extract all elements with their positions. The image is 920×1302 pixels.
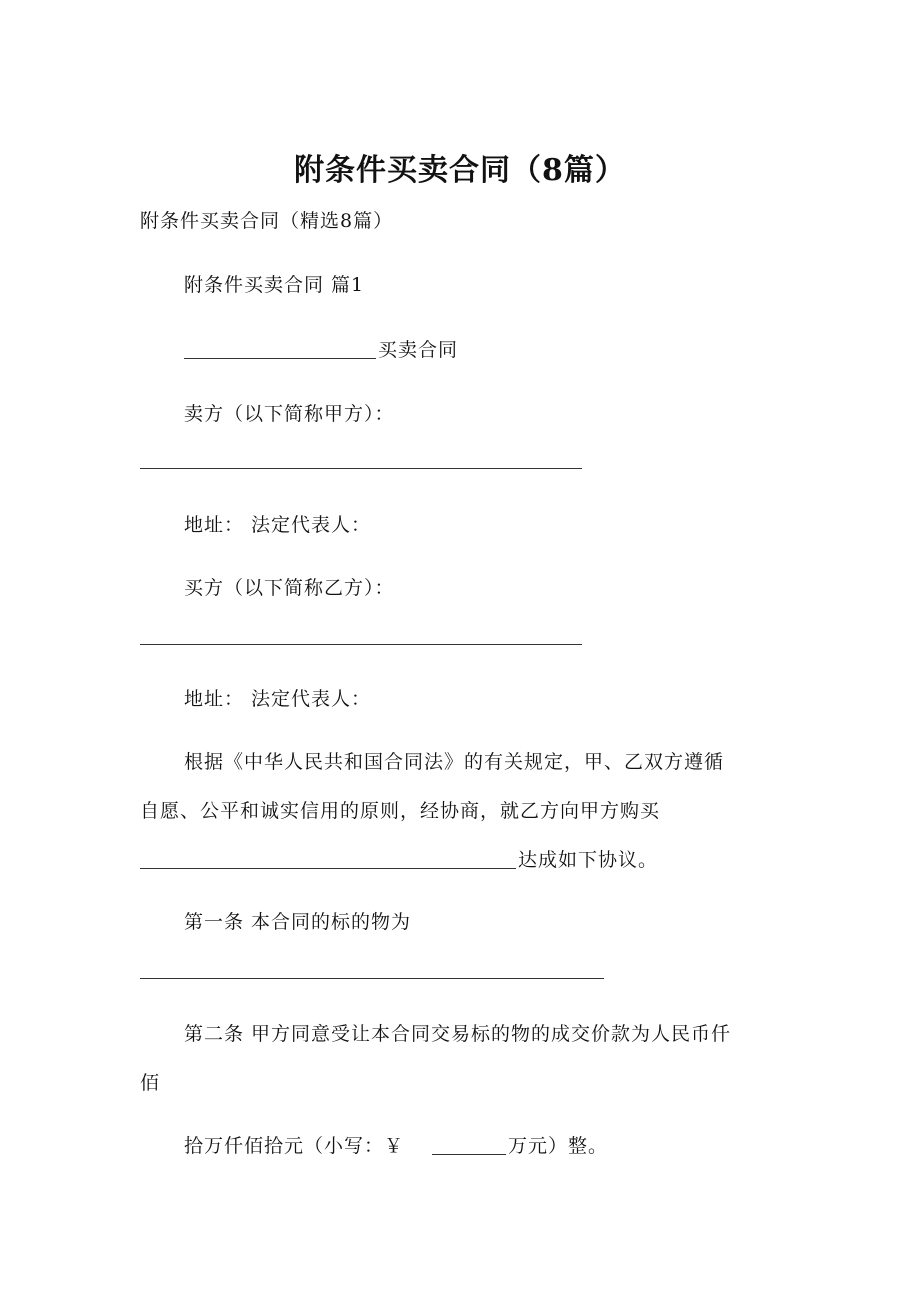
contract-name-suffix: 买卖合同 — [378, 339, 459, 361]
document-subtitle: 附条件买卖合同（精选8篇） — [140, 210, 394, 232]
paragraph-1-line-1: 根据《中华人民共和国合同法》的有关规定，甲、乙双方遵循 — [184, 751, 725, 773]
buyer-name-blank — [140, 644, 582, 645]
article-2-line-1: 第二条 甲方同意受让本合同交易标的物的成交价款为人民币仟 — [184, 1023, 732, 1045]
paragraph-1-line-2: 自愿、公平和诚实信用的原则，经协商，就乙方向甲方购买 — [140, 800, 661, 822]
amount-blank — [432, 1154, 506, 1155]
seller-name-blank — [140, 468, 582, 469]
section-heading: 附条件买卖合同 篇1 — [184, 274, 365, 296]
article-2-line-3-prefix: 拾万仟佰拾元（小写：￥ — [184, 1135, 405, 1157]
article-2-line-2: 佰 — [140, 1072, 161, 1094]
contract-name-blank — [184, 358, 376, 359]
article-1: 第一条 本合同的标的物为 — [184, 911, 412, 933]
buyer-address-line: 地址： 法定代表人： — [184, 688, 372, 710]
seller-address-line: 地址： 法定代表人： — [184, 514, 372, 536]
purchase-item-blank — [140, 868, 516, 869]
buyer-label: 买方（以下简称乙方）： — [184, 577, 395, 599]
document-title: 附条件买卖合同（8篇） — [294, 153, 626, 188]
subject-matter-blank — [140, 978, 604, 979]
article-2-line-3-suffix: 万元）整。 — [508, 1135, 609, 1157]
seller-label: 卖方（以下简称甲方）： — [184, 403, 395, 425]
paragraph-1-line-3: 达成如下协议。 — [518, 849, 659, 871]
